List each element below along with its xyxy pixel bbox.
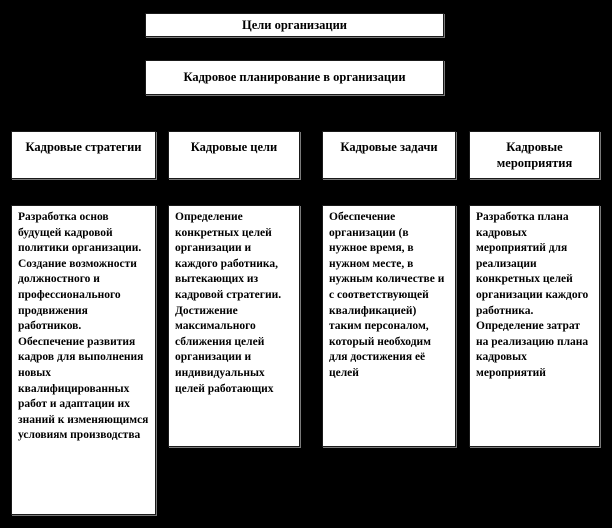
header-box-personnel-goals [168,131,300,179]
description-box-personnel-tasks [322,205,456,447]
header-label-personnel-tasks: Кадровые задачи [340,140,438,154]
header-label-personnel-strategies: Кадровые стратегии [25,140,142,154]
description-box-personnel-activities [469,205,600,447]
header-label-personnel-goals: Кадровые цели [190,140,278,154]
description-text-personnel-activities: Разработка плана кадровых мероприятий для реализации конкретных целей организации каждого работника. Определение затрат на реализацию плана кадровых мероприятий [476,211,589,379]
header-box-personnel-activities [469,131,600,179]
organization-goals-label: Цели организации [241,17,348,32]
description-text-personnel-strategies: Разработка основ будущей кадровой политики организации. Создание возможности должностного и профессионального продвижения работников. Обеспечение развития кадров для выполнения новых квалифицированных работ и адаптации их знаний к изменяющимся условиям производства [18,211,149,442]
personnel-planning-box [145,60,444,95]
description-text-personnel-goals: Определение конкретных целей организации и каждого работника, вытекающих из кадровой стратегии. Достижение максимального сближения целей организации и индивидуальных целей работающих [175,211,282,395]
header-label-personnel-activities: Кадровые мероприятия [496,140,573,170]
personnel-planning-label: Кадровое планирование в организации [183,70,406,84]
header-box-personnel-strategies [11,131,156,179]
description-text-personnel-tasks: Обеспечение организации (в нужное время, в нужном месте, в нужным количестве и с соответствующей квалификацией) таким персоналом, который необходим для достижения её целей [329,211,445,379]
header-box-personnel-tasks [322,131,456,179]
description-box-personnel-goals [168,205,300,447]
description-box-personnel-strategies [11,205,156,515]
organization-goals-box [145,13,444,37]
